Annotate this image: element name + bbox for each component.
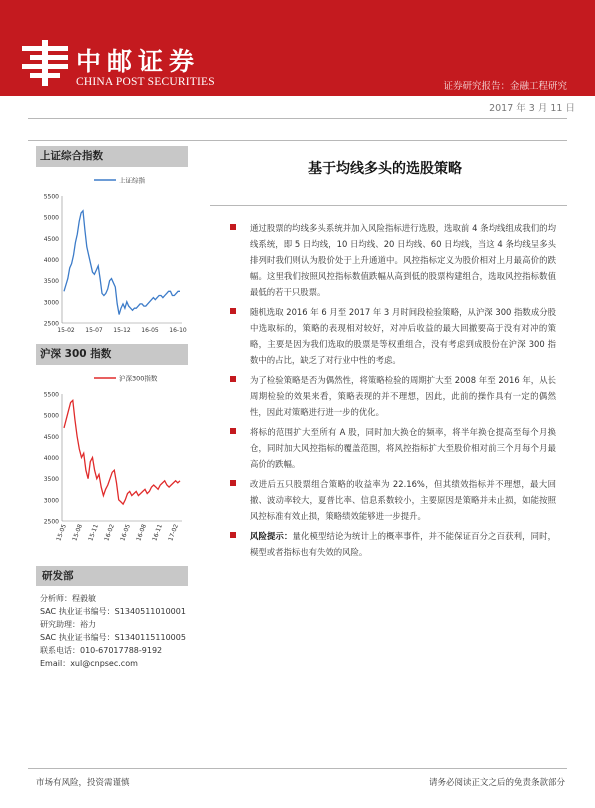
x-tick-label: 15-12: [113, 327, 131, 334]
x-tick-label: 15-05: [55, 523, 68, 543]
title-divider: [210, 205, 567, 206]
legend-label: 沪深300指数: [119, 374, 158, 383]
y-tick-label: 5500: [43, 193, 59, 201]
analyst-sac-number: SAC 执业证书编号：S1340511010001: [40, 607, 186, 616]
china-post-logo: [22, 40, 68, 86]
summary-paragraph: 通过股票的均线多头系统并加入风险指标进行选股，选取前 4 条均线组成我们的均线系统，即 5 日均线，10 日均线、20 日均线、60 日均线，当这 4 条均线呈多头排列时我们则认为股价处于上升通道中。风控指标定义为股价相对上月最高价的跌幅。这里我们按照风控指标数值跌幅从高到低的股票构建组合，选取风控指标数值最低的若干只股票。: [230, 220, 556, 300]
x-tick-label: 16-05: [119, 523, 132, 543]
y-tick-label: 5000: [43, 412, 59, 420]
header-divider: [28, 118, 567, 119]
x-tick-label: 16-02: [103, 523, 116, 543]
report-type: 证券研究报告：金融工程研究: [443, 81, 567, 92]
chart1-title: 上证综合指数: [36, 146, 188, 167]
chart2-svg: [36, 366, 188, 548]
footer-risk-note: 市场有风险，投资需谨慎: [36, 778, 130, 788]
chart2-title: 沪深 300 指数: [36, 344, 188, 365]
y-tick-label: 5500: [43, 391, 59, 399]
x-tick-label: 15-11: [87, 523, 100, 543]
y-tick-label: 4500: [43, 433, 59, 441]
report-header: [0, 0, 595, 96]
legend-label: 上证综指: [119, 176, 145, 185]
sub-divider: [28, 140, 567, 141]
x-tick-label: 15-07: [85, 327, 103, 334]
x-tick-label: 16-05: [141, 327, 159, 334]
contact-email[interactable]: Email：xul@cnpsec.com: [40, 659, 138, 668]
y-tick-label: 4500: [43, 235, 59, 243]
bullet-icon: [230, 308, 236, 314]
y-tick-label: 3000: [43, 299, 59, 307]
assistant-sac-number: SAC 执业证书编号：S1340115110005: [40, 633, 186, 642]
x-tick-label: 16-10: [169, 327, 187, 334]
y-tick-label: 2500: [43, 518, 59, 526]
brand-name-en: CHINA POST SECURITIES: [76, 76, 215, 88]
y-tick-label: 4000: [43, 257, 59, 264]
x-tick-label: 15-08: [71, 523, 84, 543]
footer-divider: [28, 768, 567, 769]
x-tick-label: 17-02: [167, 523, 180, 543]
y-tick-label: 4000: [43, 455, 59, 462]
y-tick-label: 3500: [43, 278, 59, 286]
y-tick-label: 3000: [43, 497, 59, 505]
contact-phone: 联系电话：010-67017788-9192: [40, 646, 163, 655]
x-tick-label: 16-11: [151, 523, 164, 543]
risk-warning: 风险提示：量化模型结论为统计上的概率事件，并不能保证百分之百获利，同时，模型或者指标也有失效的风险。: [230, 528, 556, 560]
research-team: [36, 566, 188, 670]
summary-paragraph: 随机选取 2016 年 6 月至 2017 年 3 月时间段检验策略，从沪深 300 指数成分股中选取标的，策略的表现相对较好，对冲后收益的最大回撤要高于没有对冲的策略，主要是因为我们选取的股票是等权重组合，没有考虑到成股份在沪深 300 指数中的占比，缺乏了对行业中性的考虑。: [230, 304, 556, 368]
analyst-name: 分析师：程毅敏: [40, 594, 96, 603]
y-tick-label: 5000: [43, 214, 59, 222]
bullet-icon: [230, 376, 236, 382]
series-line: [64, 400, 180, 504]
summary-paragraph: 改进后五只股票组合策略的收益率为 22.16%，但其绩效指标并不理想，最大回撤、波动率较大，夏普比率、信息系数较小，主要原因是策略并未止损，如能按照风控标准有效止损，策略绩效能够进一步提升。: [230, 476, 556, 524]
y-tick-label: 3500: [43, 476, 59, 484]
bullet-icon: [230, 480, 236, 486]
y-tick-label: 2500: [43, 320, 59, 328]
bullet-icon: [230, 224, 236, 230]
brand-name-cn: 中邮证券: [76, 47, 201, 76]
bullet-icon: [230, 428, 236, 434]
chart1-svg: [36, 168, 188, 338]
summary-paragraph: 为了检验策略是否为偶然性，将策略检验的周期扩大至 2008 年至 2016 年，从长周期检验的效果来看，策略表现的并不理想，因此，此前的操作具有一定的偶然性，因此对策略进行进一步的优化。: [230, 372, 556, 420]
research-title: 研发部: [36, 566, 188, 586]
assistant-name: 研究助理：裕力: [40, 620, 96, 629]
bullet-icon: [230, 532, 236, 538]
report-date: 2017 年 3 月 11 日: [489, 103, 575, 114]
footer-disclaimer-note: 请务必阅读正文之后的免责条款部分: [428, 778, 565, 788]
x-tick-label: 15-02: [57, 327, 75, 334]
summary-content: [230, 220, 556, 564]
summary-paragraph: 将标的范围扩大至所有 A 股，同时加大换仓的频率，将半年换仓提高至每个月换仓，同时加大风控指标的覆盖范围，将风控指标扩大至股价相对前三个月每个月最高价的跌幅。: [230, 424, 556, 472]
x-tick-label: 16-08: [135, 523, 148, 543]
report-title: 基于均线多头的选股策略: [308, 161, 462, 177]
series-line: [64, 211, 180, 315]
